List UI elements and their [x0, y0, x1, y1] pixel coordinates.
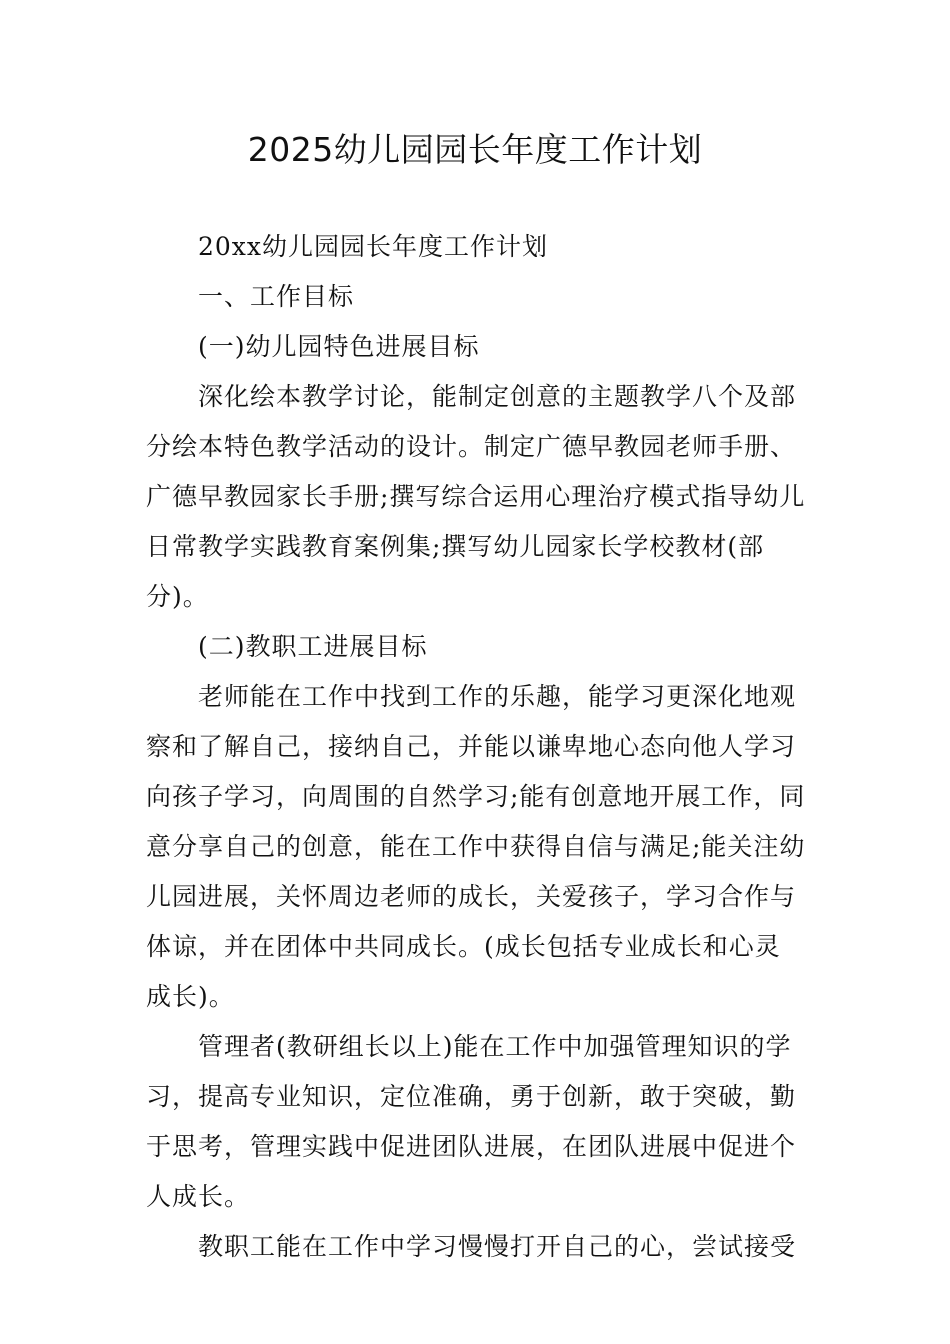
paragraph-subtitle: 20xx幼儿园园长年度工作计划 — [198, 232, 549, 261]
paragraph-text: 老师能在工作中找到工作的乐趣，能学习更深化地观察和了解自己，接纳自己，并能以谦卑地心态向他人学习向孩子学习，向周围的自然学习;能有创意地开展工作，同意分享自己的创意，能在工作中获得自信与满足;能关注幼儿园进展，关怀周边老师的成长，关爱孩子，学习合作与体谅，并在团体中共同成长。(成长包括专业成长和心灵成长)。 — [146, 682, 806, 1011]
paragraph-subheading-1: (一)幼儿园特色进展目标 — [198, 332, 480, 361]
document-title: 2025幼儿园园长年度工作计划 — [247, 130, 703, 169]
paragraph-text: 教职工能在工作中学习慢慢打开自己的心，尝试接受 — [198, 1232, 797, 1261]
paragraph-subheading-2: (二)教职工进展目标 — [198, 632, 428, 661]
paragraph-section-heading: 一、工作目标 — [198, 282, 355, 311]
document-body — [146, 222, 806, 1272]
paragraph-text: 深化绘本教学讨论，能制定创意的主题教学八个及部分绘本特色教学活动的设计。制定广德早教园老师手册、广德早教园家长手册;撰写综合运用心理治疗模式指导幼儿日常教学实践教育案例集;撰写幼儿园家长学校教材(部分)。 — [146, 382, 806, 611]
paragraph-text: 管理者(教研组长以上)能在工作中加强管理知识的学习，提高专业知识，定位准确，勇于创新，敢于突破，勤于思考，管理实践中促进团队进展，在团队进展中促进个人成长。 — [146, 1032, 797, 1211]
